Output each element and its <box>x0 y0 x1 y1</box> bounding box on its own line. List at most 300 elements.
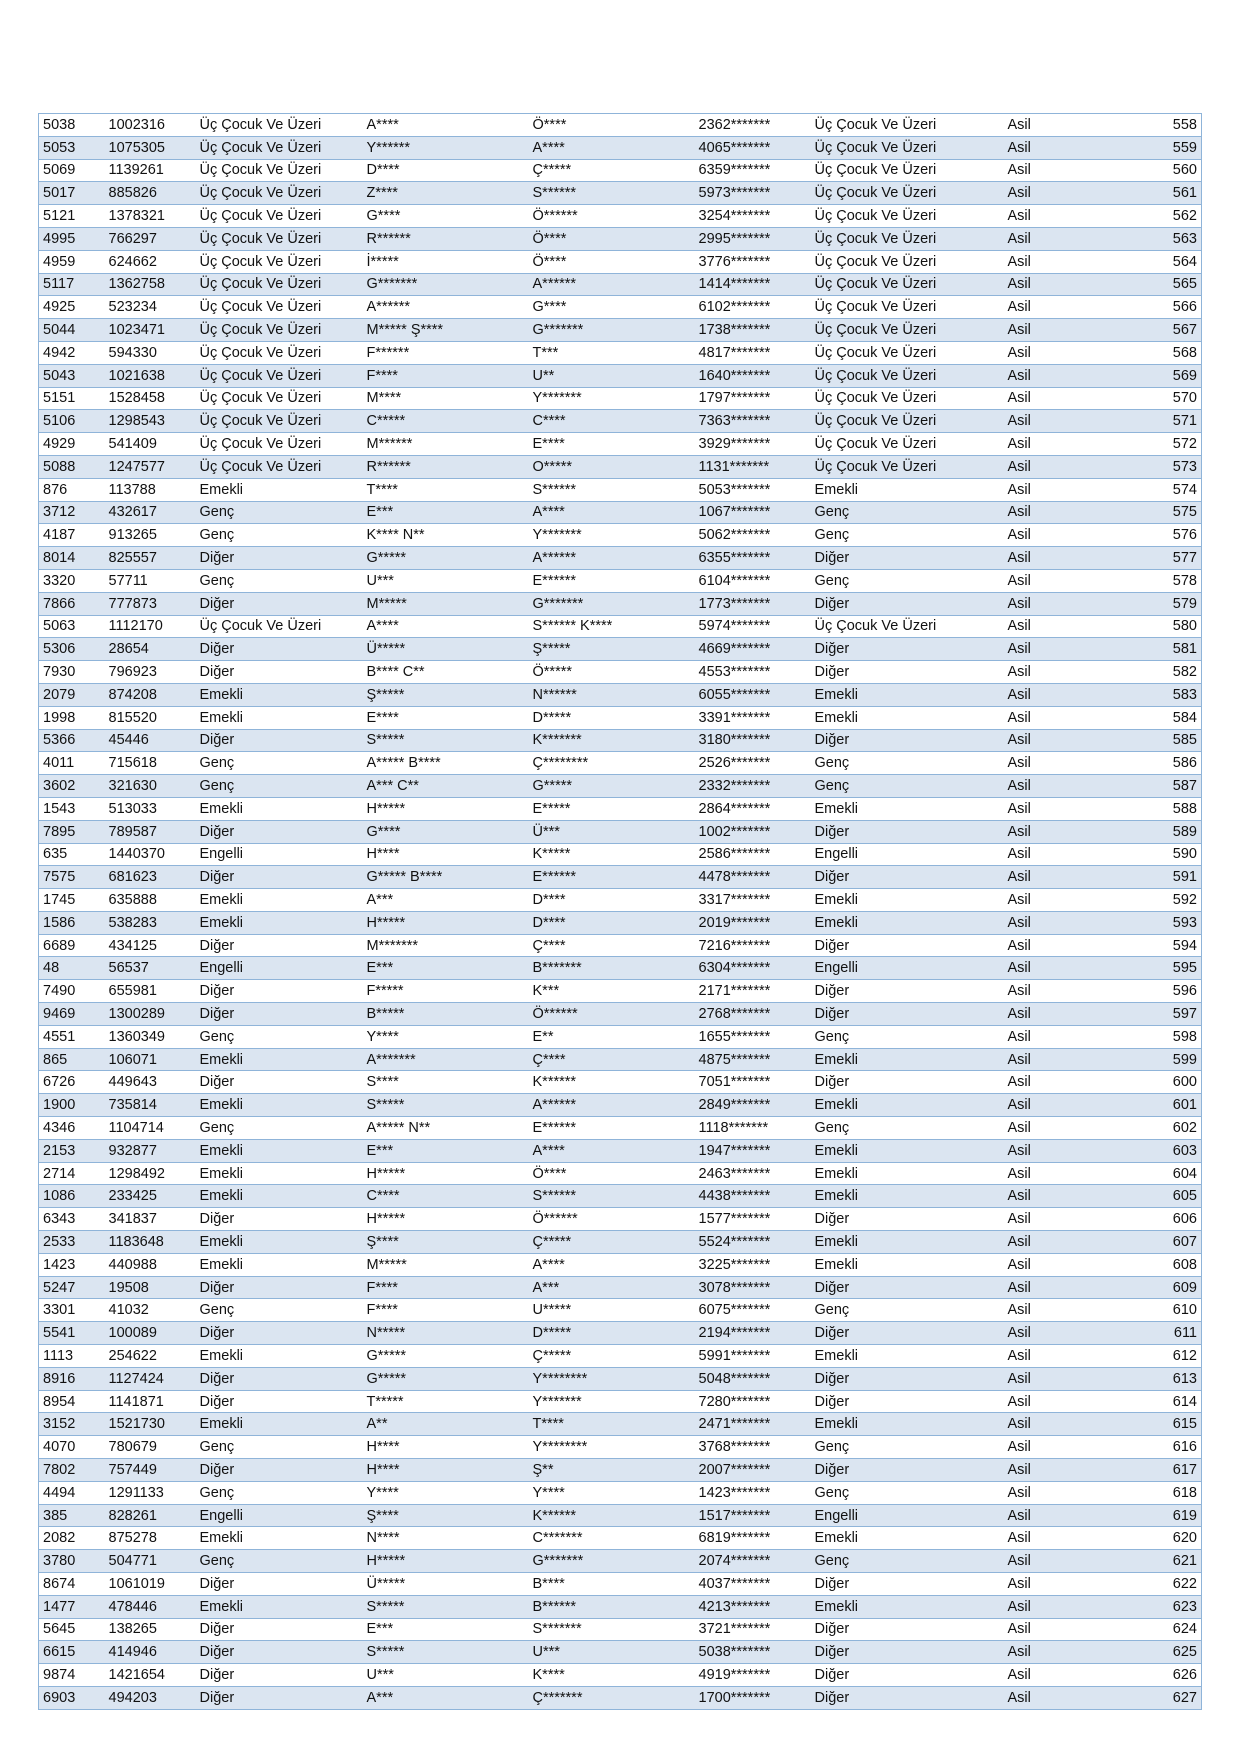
applicant-no-cell: 523234 <box>105 296 196 319</box>
status-cell: Asil <box>1004 227 1104 250</box>
first-name-cell: S**** <box>363 1071 529 1094</box>
rank-cell: 579 <box>1104 592 1202 615</box>
status-cell: Asil <box>1004 1208 1104 1231</box>
category-cell: Engelli <box>196 1504 363 1527</box>
category-cell: Emekli <box>196 797 363 820</box>
applicant-no-cell: 1521730 <box>105 1413 196 1436</box>
row-id-cell: 5017 <box>39 182 105 205</box>
rank-cell: 598 <box>1104 1025 1202 1048</box>
table-body <box>39 114 1202 1710</box>
quota-cell: Üç Çocuk Ve Üzeri <box>811 159 1004 182</box>
rank-cell: 559 <box>1104 136 1202 159</box>
quota-cell: Emekli <box>811 1094 1004 1117</box>
applicant-no-cell: 635888 <box>105 889 196 912</box>
first-name-cell: C***** <box>363 410 529 433</box>
quota-cell: Diğer <box>811 661 1004 684</box>
status-cell: Asil <box>1004 980 1104 1003</box>
row-id-cell: 4070 <box>39 1436 105 1459</box>
rank-cell: 574 <box>1104 478 1202 501</box>
id-number-cell: 5973******* <box>695 182 811 205</box>
first-name-cell: H***** <box>363 1162 529 1185</box>
first-name-cell: G***** <box>363 547 529 570</box>
category-cell: Üç Çocuk Ve Üzeri <box>196 341 363 364</box>
table-row <box>39 957 1202 980</box>
applicant-no-cell: 434125 <box>105 934 196 957</box>
last-name-cell: D***** <box>529 706 695 729</box>
applicant-no-cell: 757449 <box>105 1459 196 1482</box>
category-cell: Üç Çocuk Ve Üzeri <box>196 319 363 342</box>
last-name-cell: E***** <box>529 797 695 820</box>
status-cell: Asil <box>1004 1618 1104 1641</box>
category-cell: Genç <box>196 1025 363 1048</box>
row-id-cell: 3152 <box>39 1413 105 1436</box>
last-name-cell: B******* <box>529 957 695 980</box>
quota-cell: Diğer <box>811 980 1004 1003</box>
rank-cell: 567 <box>1104 319 1202 342</box>
status-cell: Asil <box>1004 1686 1104 1709</box>
id-number-cell: 1640******* <box>695 364 811 387</box>
last-name-cell: Ö**** <box>529 250 695 273</box>
first-name-cell: E**** <box>363 706 529 729</box>
applicant-no-cell: 1061019 <box>105 1573 196 1596</box>
quota-cell: Üç Çocuk Ve Üzeri <box>811 615 1004 638</box>
id-number-cell: 5524******* <box>695 1231 811 1254</box>
applicant-no-cell: 1127424 <box>105 1367 196 1390</box>
table-row <box>39 1071 1202 1094</box>
category-cell: Diğer <box>196 1618 363 1641</box>
row-id-cell: 7490 <box>39 980 105 1003</box>
first-name-cell: U*** <box>363 1664 529 1687</box>
row-id-cell: 9874 <box>39 1664 105 1687</box>
category-cell: Emekli <box>196 706 363 729</box>
status-cell: Asil <box>1004 455 1104 478</box>
status-cell: Asil <box>1004 341 1104 364</box>
table-row <box>39 114 1202 137</box>
first-name-cell: S***** <box>363 1595 529 1618</box>
row-id-cell: 1477 <box>39 1595 105 1618</box>
id-number-cell: 2194******* <box>695 1322 811 1345</box>
table-row <box>39 820 1202 843</box>
quota-cell: Diğer <box>811 1686 1004 1709</box>
first-name-cell: A***** N** <box>363 1117 529 1140</box>
rank-cell: 571 <box>1104 410 1202 433</box>
status-cell: Asil <box>1004 250 1104 273</box>
quota-cell: Genç <box>811 1550 1004 1573</box>
applicant-no-cell: 1002316 <box>105 114 196 137</box>
applicant-no-cell: 28654 <box>105 638 196 661</box>
id-number-cell: 2463******* <box>695 1162 811 1185</box>
rank-cell: 565 <box>1104 273 1202 296</box>
rank-cell: 575 <box>1104 501 1202 524</box>
table-row <box>39 1459 1202 1482</box>
id-number-cell: 5053******* <box>695 478 811 501</box>
row-id-cell: 4942 <box>39 341 105 364</box>
table-row <box>39 1185 1202 1208</box>
id-number-cell: 3254******* <box>695 205 811 228</box>
quota-cell: Engelli <box>811 1504 1004 1527</box>
category-cell: Üç Çocuk Ve Üzeri <box>196 227 363 250</box>
first-name-cell: M**** <box>363 387 529 410</box>
status-cell: Asil <box>1004 1664 1104 1687</box>
rank-cell: 625 <box>1104 1641 1202 1664</box>
status-cell: Asil <box>1004 592 1104 615</box>
id-number-cell: 7280******* <box>695 1390 811 1413</box>
table-row <box>39 775 1202 798</box>
first-name-cell: A*** <box>363 889 529 912</box>
last-name-cell: K****** <box>529 1504 695 1527</box>
last-name-cell: Y******* <box>529 524 695 547</box>
category-cell: Diğer <box>196 980 363 1003</box>
quota-cell: Üç Çocuk Ve Üzeri <box>811 387 1004 410</box>
first-name-cell: B***** <box>363 1003 529 1026</box>
row-id-cell: 2153 <box>39 1139 105 1162</box>
table-row <box>39 1595 1202 1618</box>
table-row <box>39 752 1202 775</box>
status-cell: Asil <box>1004 1481 1104 1504</box>
quota-cell: Diğer <box>811 1641 1004 1664</box>
rank-cell: 590 <box>1104 843 1202 866</box>
rank-cell: 580 <box>1104 615 1202 638</box>
first-name-cell: A*** C** <box>363 775 529 798</box>
last-name-cell: Ö**** <box>529 1162 695 1185</box>
applicant-no-cell: 1440370 <box>105 843 196 866</box>
last-name-cell: A**** <box>529 1253 695 1276</box>
applicant-no-cell: 538283 <box>105 911 196 934</box>
applicant-no-cell: 56537 <box>105 957 196 980</box>
status-cell: Asil <box>1004 752 1104 775</box>
table-row <box>39 1162 1202 1185</box>
row-id-cell: 5063 <box>39 615 105 638</box>
last-name-cell: Ç***** <box>529 1231 695 1254</box>
status-cell: Asil <box>1004 1322 1104 1345</box>
rank-cell: 577 <box>1104 547 1202 570</box>
last-name-cell: A*** <box>529 1276 695 1299</box>
quota-cell: Genç <box>811 1025 1004 1048</box>
table-row <box>39 410 1202 433</box>
first-name-cell: Ş**** <box>363 1504 529 1527</box>
status-cell: Asil <box>1004 706 1104 729</box>
category-cell: Genç <box>196 1299 363 1322</box>
quota-cell: Emekli <box>811 478 1004 501</box>
status-cell: Asil <box>1004 1459 1104 1482</box>
category-cell: Diğer <box>196 638 363 661</box>
row-id-cell: 3602 <box>39 775 105 798</box>
rank-cell: 587 <box>1104 775 1202 798</box>
row-id-cell: 1998 <box>39 706 105 729</box>
quota-cell: Emekli <box>811 1413 1004 1436</box>
row-id-cell: 5044 <box>39 319 105 342</box>
category-cell: Diğer <box>196 934 363 957</box>
category-cell: Emekli <box>196 683 363 706</box>
row-id-cell: 4925 <box>39 296 105 319</box>
applicant-no-cell: 1298543 <box>105 410 196 433</box>
category-cell: Genç <box>196 1481 363 1504</box>
last-name-cell: B**** <box>529 1573 695 1596</box>
row-id-cell: 4187 <box>39 524 105 547</box>
first-name-cell: Ü***** <box>363 1573 529 1596</box>
id-number-cell: 1067******* <box>695 501 811 524</box>
status-cell: Asil <box>1004 569 1104 592</box>
first-name-cell: H***** <box>363 1208 529 1231</box>
id-number-cell: 3317******* <box>695 889 811 912</box>
status-cell: Asil <box>1004 843 1104 866</box>
rank-cell: 619 <box>1104 1504 1202 1527</box>
first-name-cell: M***** <box>363 1253 529 1276</box>
rank-cell: 613 <box>1104 1367 1202 1390</box>
last-name-cell: C******* <box>529 1527 695 1550</box>
applicant-no-cell: 19508 <box>105 1276 196 1299</box>
quota-cell: Üç Çocuk Ve Üzeri <box>811 296 1004 319</box>
category-cell: Emekli <box>196 1162 363 1185</box>
id-number-cell: 1577******* <box>695 1208 811 1231</box>
table-row <box>39 1686 1202 1709</box>
row-id-cell: 4959 <box>39 250 105 273</box>
last-name-cell: U*** <box>529 1641 695 1664</box>
table-row <box>39 296 1202 319</box>
last-name-cell: T*** <box>529 341 695 364</box>
id-number-cell: 1738******* <box>695 319 811 342</box>
table-row <box>39 911 1202 934</box>
first-name-cell: A**** <box>363 114 529 137</box>
table-row <box>39 1345 1202 1368</box>
status-cell: Asil <box>1004 866 1104 889</box>
id-number-cell: 2526******* <box>695 752 811 775</box>
applicant-no-cell: 1023471 <box>105 319 196 342</box>
row-id-cell: 5247 <box>39 1276 105 1299</box>
quota-cell: Üç Çocuk Ve Üzeri <box>811 136 1004 159</box>
quota-cell: Genç <box>811 1299 1004 1322</box>
id-number-cell: 1700******* <box>695 1686 811 1709</box>
last-name-cell: K****** <box>529 1071 695 1094</box>
category-cell: Genç <box>196 1117 363 1140</box>
table-row <box>39 433 1202 456</box>
applicant-no-cell: 624662 <box>105 250 196 273</box>
status-cell: Asil <box>1004 1276 1104 1299</box>
applicant-no-cell: 885826 <box>105 182 196 205</box>
table-row <box>39 1527 1202 1550</box>
quota-cell: Diğer <box>811 1618 1004 1641</box>
row-id-cell: 5038 <box>39 114 105 137</box>
row-id-cell: 2082 <box>39 1527 105 1550</box>
category-cell: Diğer <box>196 1664 363 1687</box>
table-row <box>39 1003 1202 1026</box>
row-id-cell: 5069 <box>39 159 105 182</box>
rank-cell: 602 <box>1104 1117 1202 1140</box>
row-id-cell: 4995 <box>39 227 105 250</box>
quota-cell: Diğer <box>811 934 1004 957</box>
row-id-cell: 5151 <box>39 387 105 410</box>
applicant-no-cell: 100089 <box>105 1322 196 1345</box>
row-id-cell: 6615 <box>39 1641 105 1664</box>
last-name-cell: D**** <box>529 911 695 934</box>
rank-cell: 591 <box>1104 866 1202 889</box>
last-name-cell: Ç***** <box>529 1345 695 1368</box>
category-cell: Diğer <box>196 820 363 843</box>
status-cell: Asil <box>1004 1048 1104 1071</box>
applicant-no-cell: 875278 <box>105 1527 196 1550</box>
id-number-cell: 2995******* <box>695 227 811 250</box>
table-row <box>39 1253 1202 1276</box>
category-cell: Diğer <box>196 1208 363 1231</box>
row-id-cell: 4346 <box>39 1117 105 1140</box>
row-id-cell: 1900 <box>39 1094 105 1117</box>
category-cell: Emekli <box>196 889 363 912</box>
first-name-cell: R****** <box>363 455 529 478</box>
id-number-cell: 1517******* <box>695 1504 811 1527</box>
quota-cell: Engelli <box>811 957 1004 980</box>
quota-cell: Diğer <box>811 866 1004 889</box>
applicant-no-cell: 1298492 <box>105 1162 196 1185</box>
quota-cell: Emekli <box>811 706 1004 729</box>
rank-cell: 563 <box>1104 227 1202 250</box>
applicant-no-cell: 1300289 <box>105 1003 196 1026</box>
quota-cell: Genç <box>811 569 1004 592</box>
row-id-cell: 1113 <box>39 1345 105 1368</box>
applicant-no-cell: 432617 <box>105 501 196 524</box>
id-number-cell: 2171******* <box>695 980 811 1003</box>
quota-cell: Diğer <box>811 1071 1004 1094</box>
id-number-cell: 1414******* <box>695 273 811 296</box>
first-name-cell: A*** <box>363 1686 529 1709</box>
rank-cell: 617 <box>1104 1459 1202 1482</box>
table-row <box>39 638 1202 661</box>
first-name-cell: Y**** <box>363 1025 529 1048</box>
status-cell: Asil <box>1004 638 1104 661</box>
applicant-no-cell: 1104714 <box>105 1117 196 1140</box>
rank-cell: 595 <box>1104 957 1202 980</box>
applicant-no-cell: 1291133 <box>105 1481 196 1504</box>
first-name-cell: A**** <box>363 615 529 638</box>
applicant-no-cell: 789587 <box>105 820 196 843</box>
category-cell: Üç Çocuk Ve Üzeri <box>196 136 363 159</box>
first-name-cell: H***** <box>363 911 529 934</box>
rank-cell: 621 <box>1104 1550 1202 1573</box>
id-number-cell: 6359******* <box>695 159 811 182</box>
quota-cell: Emekli <box>811 911 1004 934</box>
applicant-no-cell: 1021638 <box>105 364 196 387</box>
rank-cell: 610 <box>1104 1299 1202 1322</box>
category-cell: Üç Çocuk Ve Üzeri <box>196 273 363 296</box>
row-id-cell: 5306 <box>39 638 105 661</box>
first-name-cell: S***** <box>363 1641 529 1664</box>
id-number-cell: 4875******* <box>695 1048 811 1071</box>
first-name-cell: C**** <box>363 1185 529 1208</box>
rank-cell: 586 <box>1104 752 1202 775</box>
row-id-cell: 6689 <box>39 934 105 957</box>
first-name-cell: T***** <box>363 1390 529 1413</box>
status-cell: Asil <box>1004 1504 1104 1527</box>
last-name-cell: B****** <box>529 1595 695 1618</box>
category-cell: Genç <box>196 1436 363 1459</box>
rank-cell: 583 <box>1104 683 1202 706</box>
applicant-no-cell: 321630 <box>105 775 196 798</box>
id-number-cell: 7363******* <box>695 410 811 433</box>
row-id-cell: 1086 <box>39 1185 105 1208</box>
category-cell: Emekli <box>196 1094 363 1117</box>
quota-cell: Emekli <box>811 889 1004 912</box>
applicant-no-cell: 57711 <box>105 569 196 592</box>
quota-cell: Emekli <box>811 1185 1004 1208</box>
table-row <box>39 478 1202 501</box>
last-name-cell: Ö***** <box>529 661 695 684</box>
last-name-cell: E****** <box>529 866 695 889</box>
quota-cell: Genç <box>811 501 1004 524</box>
rank-cell: 585 <box>1104 729 1202 752</box>
first-name-cell: E*** <box>363 501 529 524</box>
first-name-cell: G***** B**** <box>363 866 529 889</box>
row-id-cell: 7895 <box>39 820 105 843</box>
status-cell: Asil <box>1004 410 1104 433</box>
rank-cell: 615 <box>1104 1413 1202 1436</box>
id-number-cell: 2864******* <box>695 797 811 820</box>
applicant-no-cell: 766297 <box>105 227 196 250</box>
first-name-cell: H**** <box>363 1459 529 1482</box>
first-name-cell: F**** <box>363 1299 529 1322</box>
quota-cell: Emekli <box>811 1527 1004 1550</box>
applicant-no-cell: 341837 <box>105 1208 196 1231</box>
first-name-cell: A** <box>363 1413 529 1436</box>
applicant-no-cell: 504771 <box>105 1550 196 1573</box>
category-cell: Üç Çocuk Ve Üzeri <box>196 455 363 478</box>
table-row <box>39 843 1202 866</box>
rank-cell: 594 <box>1104 934 1202 957</box>
category-cell: Diğer <box>196 1367 363 1390</box>
table-row <box>39 569 1202 592</box>
quota-cell: Üç Çocuk Ve Üzeri <box>811 114 1004 137</box>
status-cell: Asil <box>1004 547 1104 570</box>
table-row <box>39 319 1202 342</box>
first-name-cell: İ***** <box>363 250 529 273</box>
applicant-no-cell: 1247577 <box>105 455 196 478</box>
table-row <box>39 889 1202 912</box>
first-name-cell: F**** <box>363 364 529 387</box>
quota-cell: Engelli <box>811 843 1004 866</box>
table-row <box>39 341 1202 364</box>
last-name-cell: Ç**** <box>529 934 695 957</box>
rank-cell: 627 <box>1104 1686 1202 1709</box>
first-name-cell: E*** <box>363 1618 529 1641</box>
status-cell: Asil <box>1004 1573 1104 1596</box>
applicant-no-cell: 106071 <box>105 1048 196 1071</box>
id-number-cell: 5048******* <box>695 1367 811 1390</box>
table-row <box>39 1390 1202 1413</box>
quota-cell: Emekli <box>811 1048 1004 1071</box>
id-number-cell: 1423******* <box>695 1481 811 1504</box>
status-cell: Asil <box>1004 159 1104 182</box>
status-cell: Asil <box>1004 1436 1104 1459</box>
id-number-cell: 2362******* <box>695 114 811 137</box>
rank-cell: 599 <box>1104 1048 1202 1071</box>
row-id-cell: 8674 <box>39 1573 105 1596</box>
category-cell: Emekli <box>196 1595 363 1618</box>
first-name-cell: M***** Ş**** <box>363 319 529 342</box>
quota-cell: Emekli <box>811 1139 1004 1162</box>
row-id-cell: 5645 <box>39 1618 105 1641</box>
id-number-cell: 1655******* <box>695 1025 811 1048</box>
rank-cell: 569 <box>1104 364 1202 387</box>
status-cell: Asil <box>1004 1367 1104 1390</box>
quota-cell: Genç <box>811 775 1004 798</box>
last-name-cell: A**** <box>529 136 695 159</box>
category-cell: Diğer <box>196 1322 363 1345</box>
status-cell: Asil <box>1004 683 1104 706</box>
row-id-cell: 3320 <box>39 569 105 592</box>
rank-cell: 607 <box>1104 1231 1202 1254</box>
category-cell: Emekli <box>196 1231 363 1254</box>
status-cell: Asil <box>1004 1117 1104 1140</box>
rank-cell: 606 <box>1104 1208 1202 1231</box>
category-cell: Emekli <box>196 1527 363 1550</box>
